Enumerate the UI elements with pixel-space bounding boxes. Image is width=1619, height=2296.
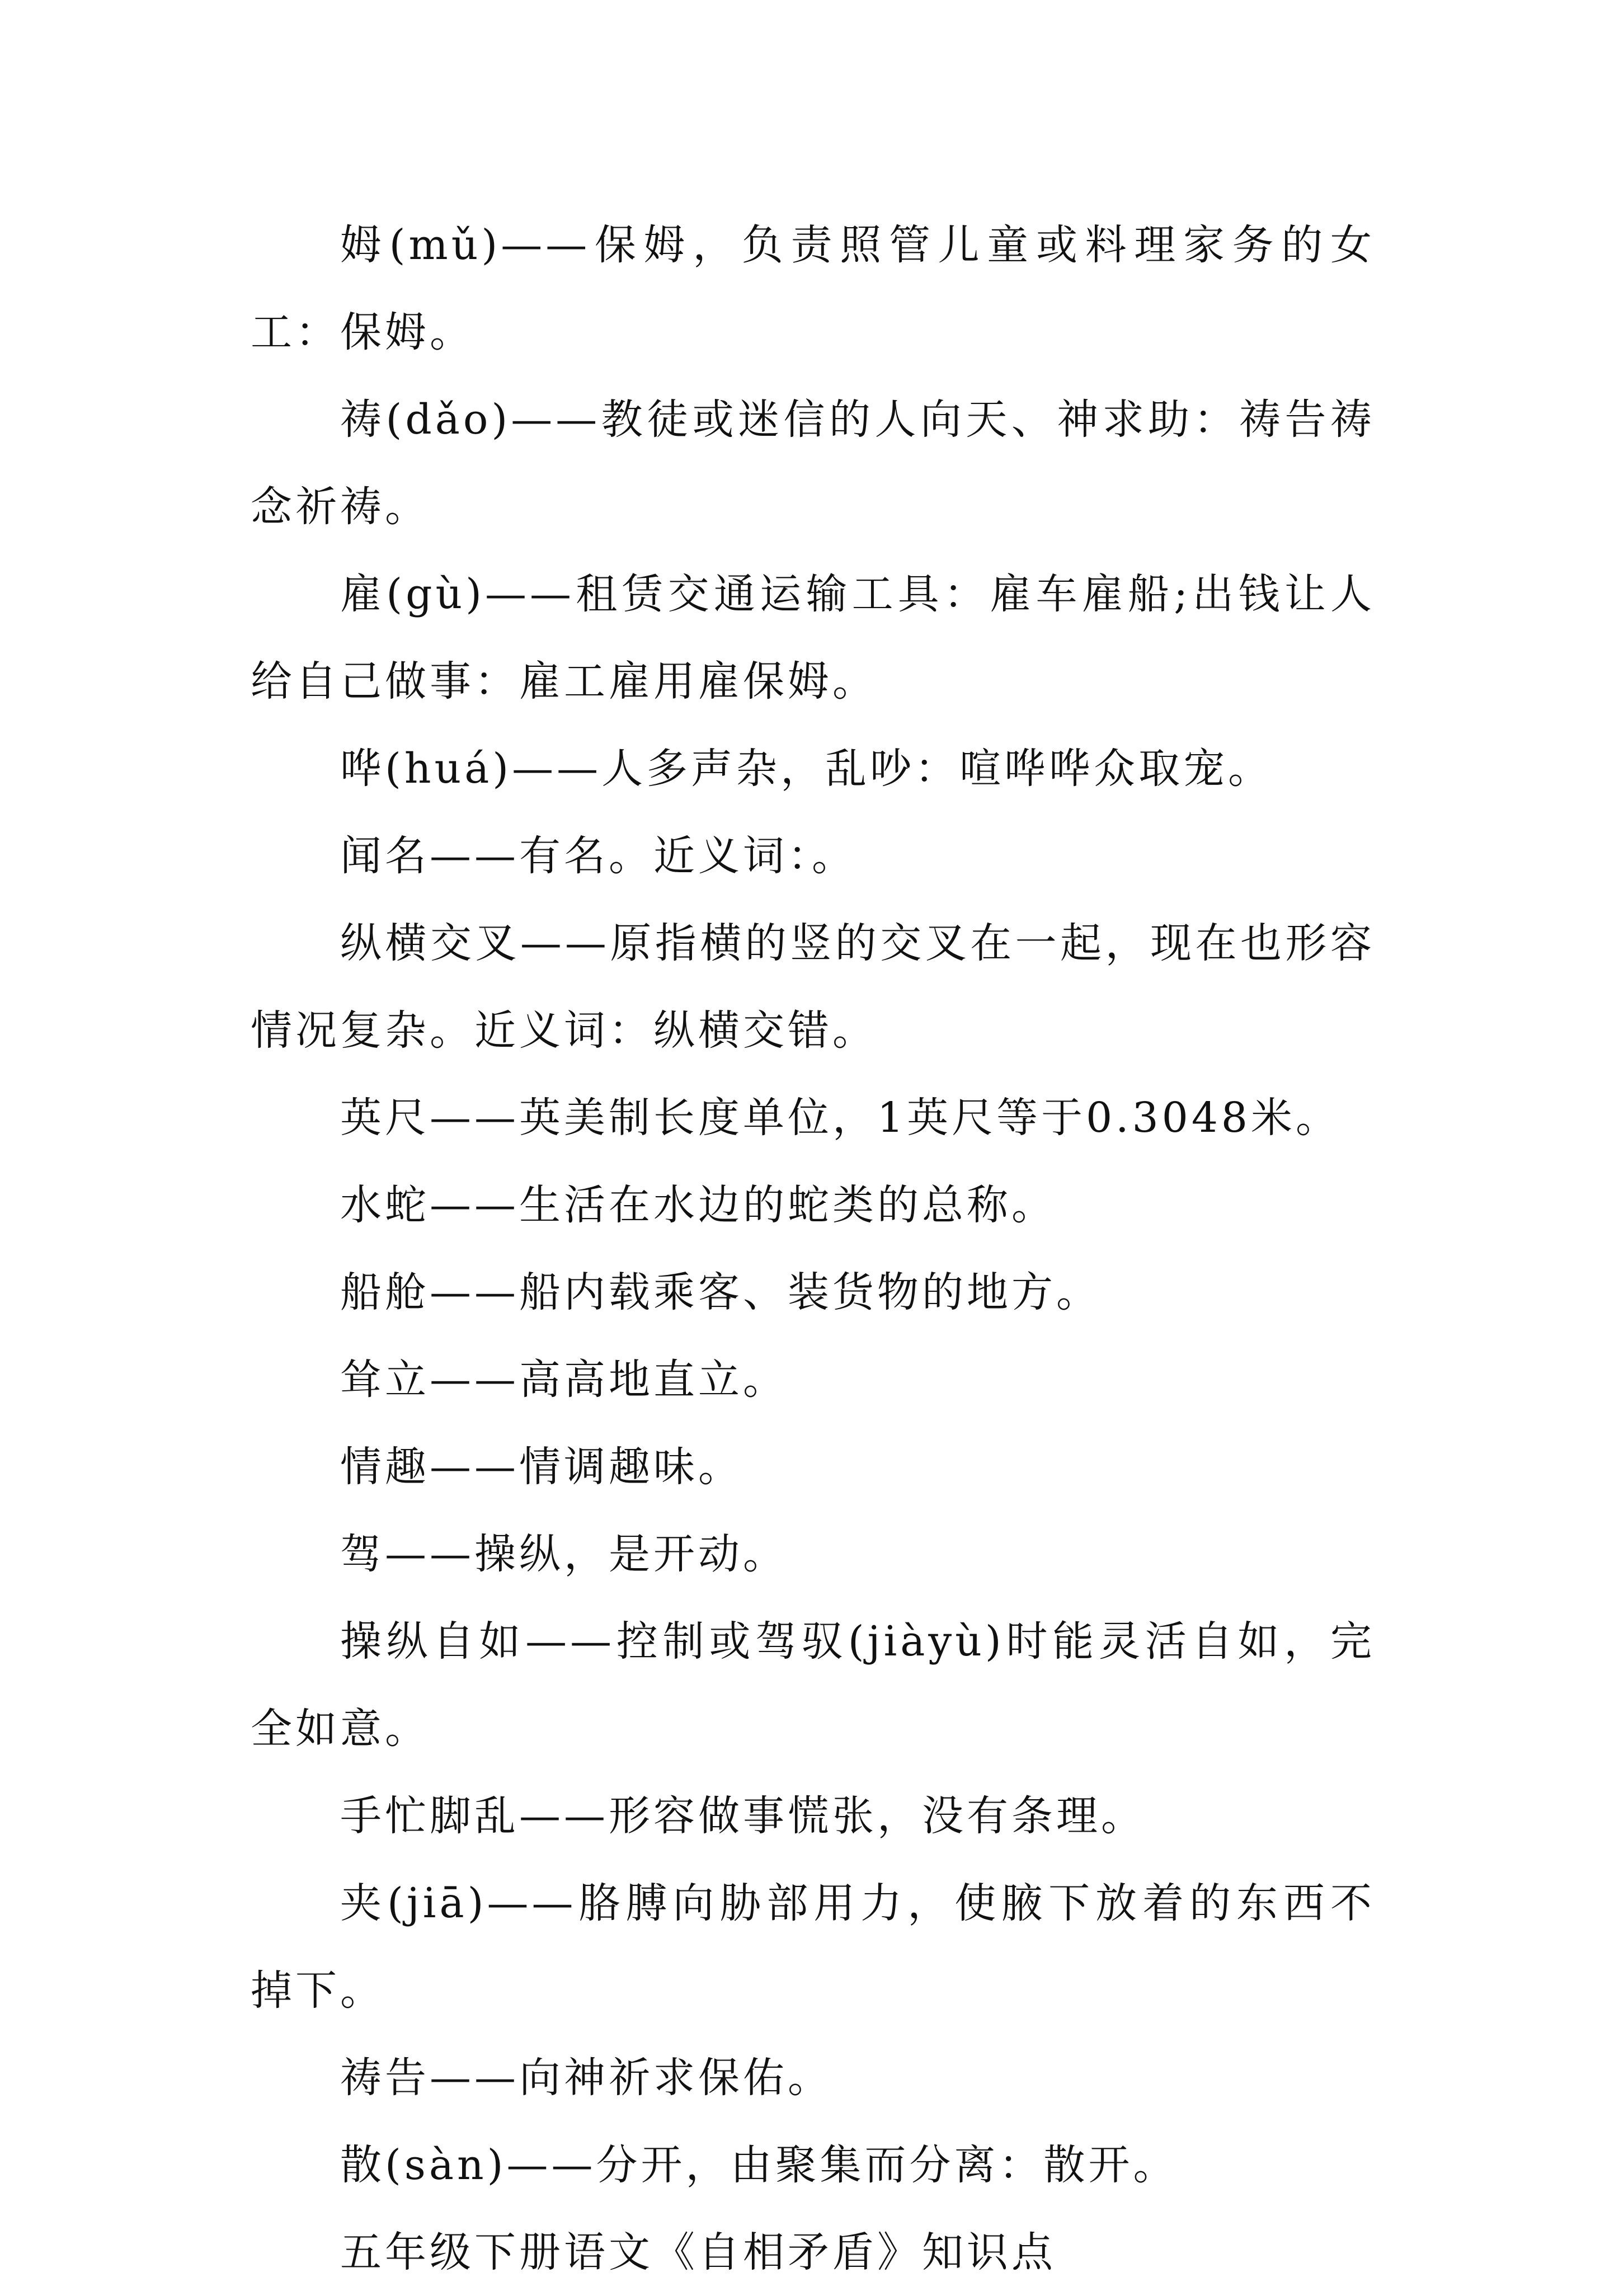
document-body [251, 201, 1375, 2296]
paragraph-zongheng: 纵横交叉——原指横的竖的交叉在一起，现在也形容情况复杂。近义词：纵横交错。 [251, 919, 1375, 1055]
paragraph-san: 散(sàn)——分开，由聚集而分离：散开。 [340, 2141, 1178, 2189]
paragraph-songli: 耸立——高高地直立。 [340, 1356, 788, 1404]
section-heading: 五年级下册语文《自相矛盾》知识点 [340, 2228, 1056, 2276]
paragraph-dao: 祷(dǎo)——教徒或迷信的人向天、神求助：祷告祷念祈祷。 [251, 396, 1375, 531]
paragraph-yingchi: 英尺——英美制长度单位，1英尺等于0.3048米。 [340, 1094, 1341, 1142]
paragraph-shoumang: 手忙脚乱——形容做事慌张，没有条理。 [340, 1792, 1146, 1840]
paragraph-hua: 哗(huá)——人多声杂，乱吵：喧哗哗众取宠。 [340, 745, 1273, 793]
paragraph-jia-drive: 驾——操纵，是开动。 [340, 1530, 788, 1578]
paragraph-gu: 雇(gù)——租赁交通运输工具：雇车雇船;出钱让人给自己做事：雇工雇用雇保姆。 [251, 570, 1375, 705]
paragraph-shuishe: 水蛇——生活在水边的蛇类的总称。 [340, 1181, 1056, 1229]
paragraph-chuancang: 船舱——船内载乘客、装货物的地方。 [340, 1268, 1101, 1316]
paragraph-jia-clamp: 夹(jiā)——胳膊向胁部用力，使腋下放着的东西不掉下。 [251, 1879, 1375, 2015]
paragraph-mu: 姆(mǔ)——保姆，负责照管儿童或料理家务的女工：保姆。 [251, 221, 1375, 356]
paragraph-wenming: 闻名——有名。近义词：。 [340, 832, 856, 880]
paragraph-caozong: 操纵自如——控制或驾驭(jiàyù)时能灵活自如，完全如意。 [251, 1617, 1375, 1753]
paragraph-daogao: 祷告——向神祈求保佑。 [340, 2054, 832, 2102]
paragraph-qingqu: 情趣——情调趣味。 [340, 1443, 743, 1491]
